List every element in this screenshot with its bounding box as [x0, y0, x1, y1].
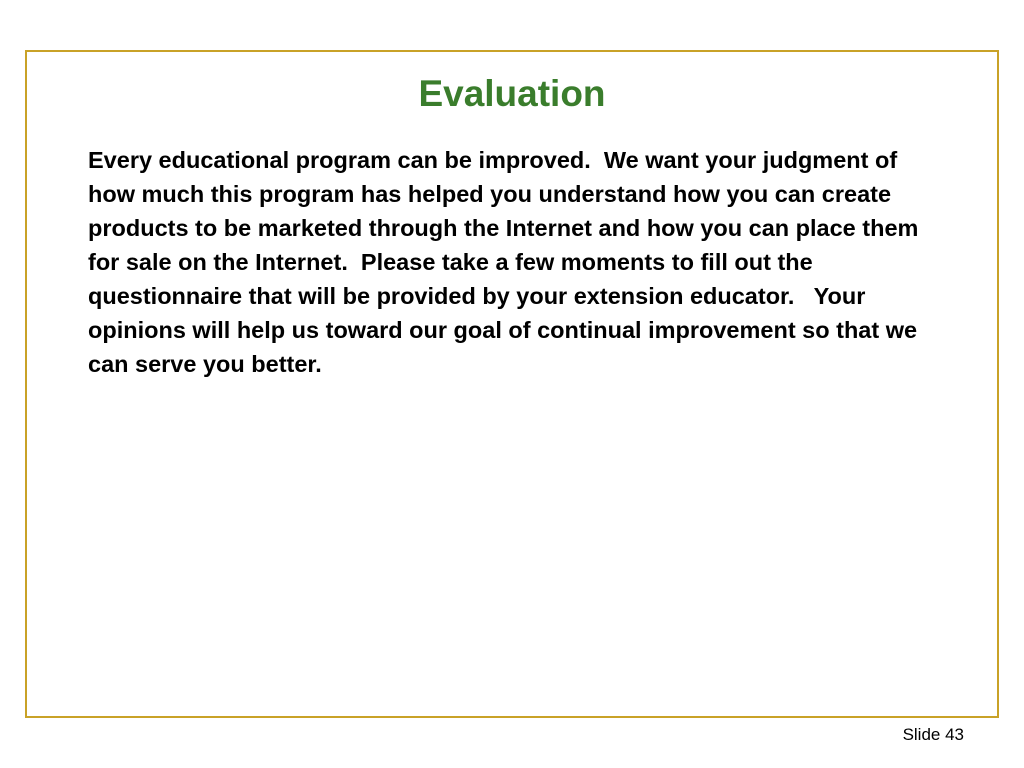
slide-title: Evaluation — [418, 73, 606, 114]
slide-number: Slide 43 — [902, 725, 964, 744]
slide-body-text: Every educational program can be improved. We want your judgment of how much this program has helped you understand how you can create products to be marketed through the Internet and how you can place them for sale on the Internet. Please take a few moments to fill out the questionnaire that will be provided by your extension educator. Your opinions will help us toward our goal of continual improvement so that we can serve you better. — [88, 147, 925, 377]
